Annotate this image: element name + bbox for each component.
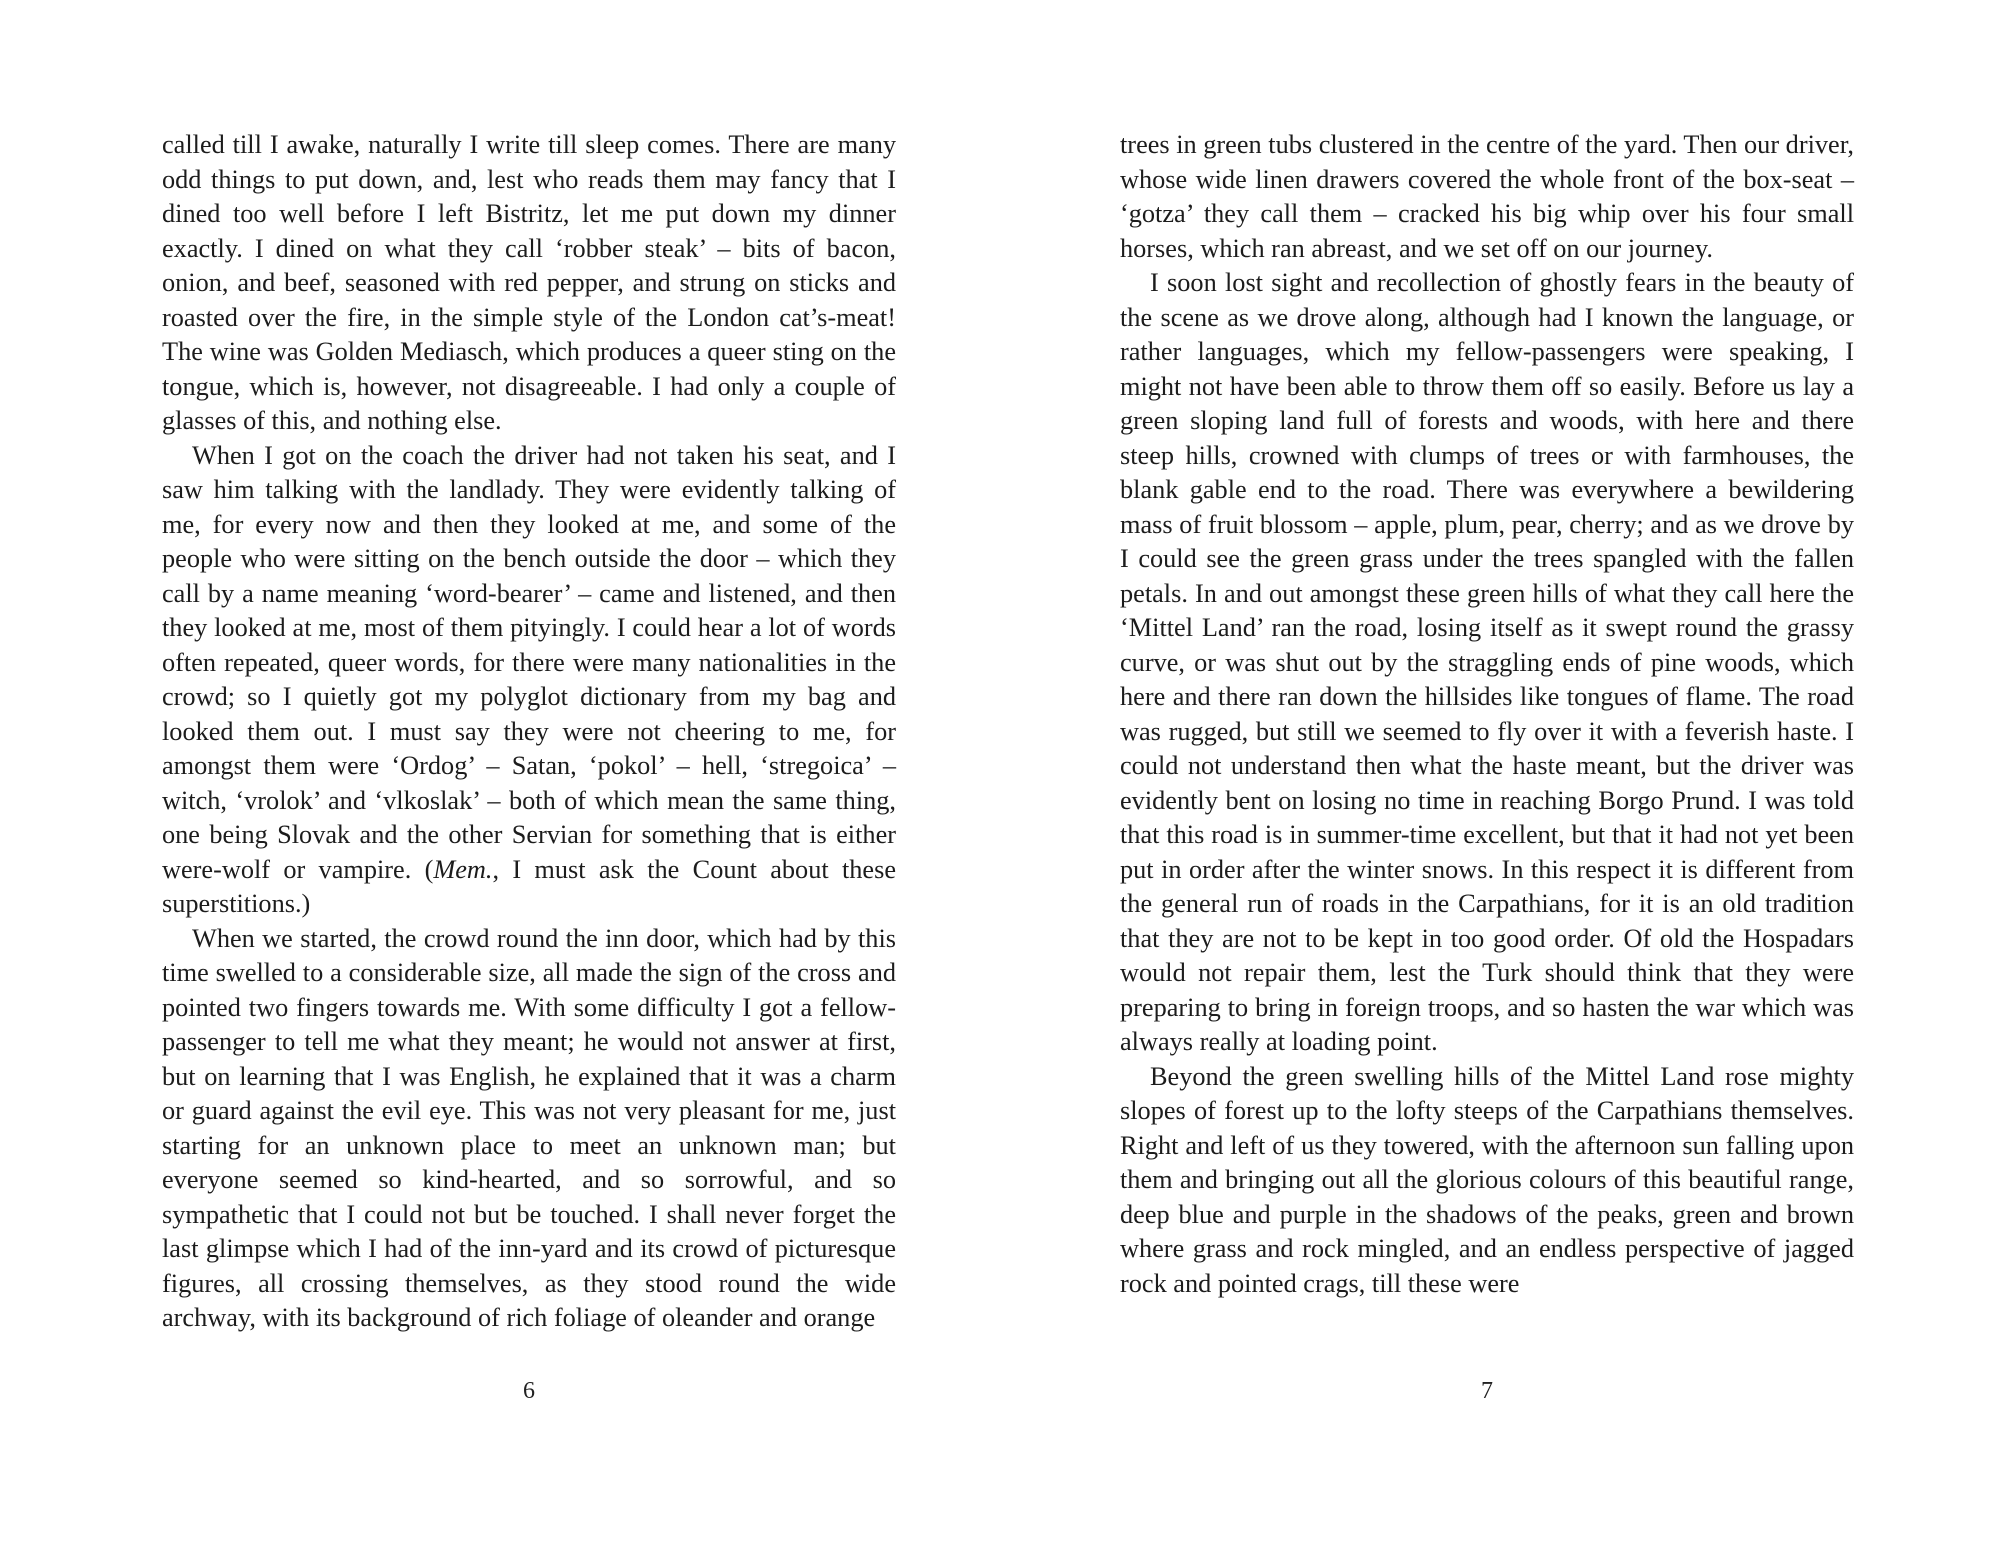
- left-paragraph-3: When we started, the crowd round the inn door, which had by this time swelled to a considerable size, all made the sign of the cross and pointed two fingers towards me. With some difficulty I got a fellow-passenger to tell me what they meant; he would not answer at first, but on learning that I was English, he explained that it was a charm or guard against the evil eye. This was not very pleasant for me, just starting for an unknown place to meet an unknown man; but everyone seemed so kind-hearted, and so sorrowful, and so sympathetic that I could not but be touched. I shall never forget the last glimpse which I had of the inn-yard and its crowd of picturesque figures, all crossing themselves, as they stood round the wide archway, with its background of rich foliage of oleander and orange: [162, 923, 896, 1332]
- page-number-right: 7: [1481, 1378, 1493, 1404]
- right-page-text: [1120, 128, 1854, 1301]
- left-paragraph-1: called till I awake, naturally I write till sleep comes. There are many odd things to put down, and, lest who reads them may fancy that I dined too well before I left Bistritz, let me put down my dinner exactly. I dined on what they call ‘robber steak’ – bits of bacon, onion, and beef, seasoned with red pepper, and strung on sticks and roasted over the fire, in the simple style of the London cat’s-meat! The wine was Golden Mediasch, which produces a queer sting on the tongue, which is, however, not disagreeable. I had only a couple of glasses of this, and nothing else.: [162, 130, 896, 435]
- right-paragraph-1: trees in green tubs clustered in the centre of the yard. Then our driver, whose wide linen drawers covered the whole front of the box-seat – ‘gotza’ they call them – cracked his big whip over his four small horses, which ran abreast, and we set off on our journey.: [1120, 130, 1854, 263]
- left-page: [162, 128, 896, 1336]
- right-paragraph-3: Beyond the green swelling hills of the Mittel Land rose mighty slopes of forest up to the lofty steeps of the Carpathians themselves. Right and left of us they towered, with the afternoon sun falling upon them and bringing out all the glorious colours of this beautiful range, deep blue and purple in the shadows of the peaks, green and brown where grass and rock mingled, and an endless perspective of jagged rock and pointed crags, till these were: [1120, 1061, 1854, 1298]
- right-paragraph-2: I soon lost sight and recollection of ghostly fears in the beauty of the scene as we drove along, although had I known the language, or rather languages, which my fellow-passengers were speaking, I might not have been able to throw them off so easily. Before us lay a green sloping land full of forests and woods, with here and there steep hills, crowned with clumps of trees or with farmhouses, the blank gable end to the road. There was everywhere a bewildering mass of fruit blossom – apple, plum, pear, cherry; and as we drove by I could see the green grass under the trees spangled with the fallen petals. In and out amongst these green hills of what they call here the ‘Mittel Land’ ran the road, losing itself as it swept round the grassy curve, or was shut out by the straggling ends of pine woods, which here and there ran down the hillsides like tongues of flame. The road was rugged, but still we seemed to fly over it with a feverish haste. I could not understand then what the haste meant, but the driver was evidently bent on losing no time in reaching Borgo Prund. I was told that this road is in summer-time excellent, but that it had not yet been put in order after the winter snows. In this respect it is different from the general run of roads in the Carpathians, for it is an old tradition that they are not to be kept in too good order. Of old the Hospadars would not repair them, lest the Turk should think that they were preparing to bring in foreign troops, and so hasten the war which was always really at loading point.: [1120, 268, 1854, 1056]
- mem-note-rest: , I must ask the Count about these superstitions.): [162, 854, 896, 918]
- mem-note-italic: Mem.: [433, 854, 493, 884]
- left-paragraph-2-text: When I got on the coach the driver had not taken his seat, and I saw him talking with the landlady. They were evidently talking of me, for every now and then they looked at me, and some of the people who were sitting on the bench outside the door – which they call by a name meaning ‘word-bearer’ – came and listened, and then they looked at me, most of them pityingly. I could hear a lot of words often repeated, queer words, for there were many nationalities in the crowd; so I quietly got my polyglot dictionary from my bag and looked them out. I must say they were not cheering to me, for amongst them were ‘Ordog’ – Satan, ‘pokol’ – hell, ‘stregoica’ – witch, ‘vrolok’ and ‘vlkoslak’ – both of which mean the same thing, one being Slovak and the other Servian for something that is either were-wolf or vampire. (: [162, 440, 896, 884]
- left-page-text: [162, 128, 896, 1336]
- page-number-left: 6: [523, 1378, 535, 1404]
- left-paragraph-2: [162, 439, 896, 922]
- right-page: [1120, 128, 1854, 1301]
